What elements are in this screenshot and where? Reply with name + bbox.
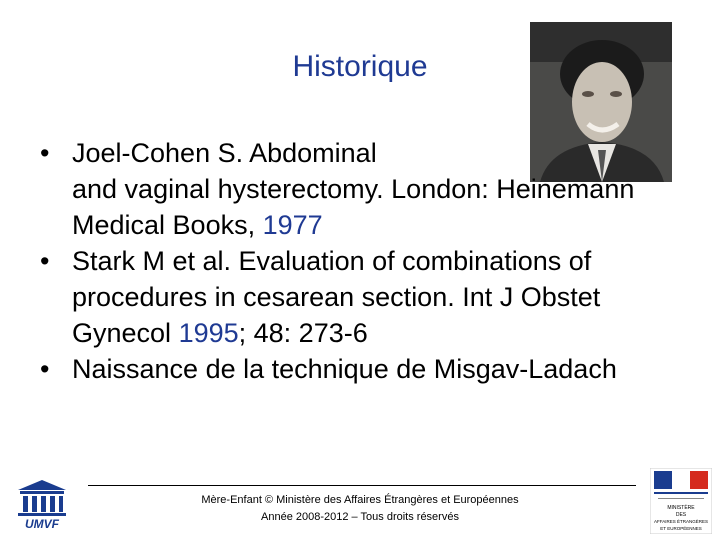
slide-title: Historique — [292, 50, 428, 83]
svg-text:UMVF: UMVF — [25, 517, 59, 530]
year-highlight: 1995 — [178, 318, 239, 348]
svg-text:AFFAIRES ÉTRANGÈRES: AFFAIRES ÉTRANGÈRES — [653, 519, 709, 524]
footer-divider — [88, 485, 636, 486]
footer-text — [0, 492, 720, 526]
year-highlight: 1977 — [262, 210, 323, 240]
bullet-glyph: • — [40, 138, 50, 168]
umvf-logo — [12, 478, 72, 530]
footer-line-1: Mère-Enfant © Ministère des Affaires Étrangères et Européennes — [201, 494, 519, 506]
bullet-glyph: • — [40, 354, 50, 384]
footer-line-2: Année 2008-2012 – Tous droits réservés — [261, 511, 459, 523]
bullet-item: • Naissance de la technique de Misgav-Ladach — [40, 351, 680, 387]
svg-text:MINISTÈRE: MINISTÈRE — [667, 505, 695, 511]
bullet-item: • Joel-Cohen S. Abdominal and vaginal hysterectomy. London: Heinemann Medical Books, 1977 — [40, 135, 680, 243]
bullet-glyph: • — [40, 246, 50, 276]
bullet-item: • Stark M et al. Evaluation of combinations of procedures in cesarean section. Int J Obstet Gynecol 1995; 48: 273-6 — [40, 243, 680, 351]
svg-text:ET EUROPÉENNES: ET EUROPÉENNES — [660, 526, 702, 531]
svg-text:DES: DES — [675, 512, 687, 518]
ministry-logo — [650, 468, 712, 534]
bullet-list — [40, 135, 680, 387]
